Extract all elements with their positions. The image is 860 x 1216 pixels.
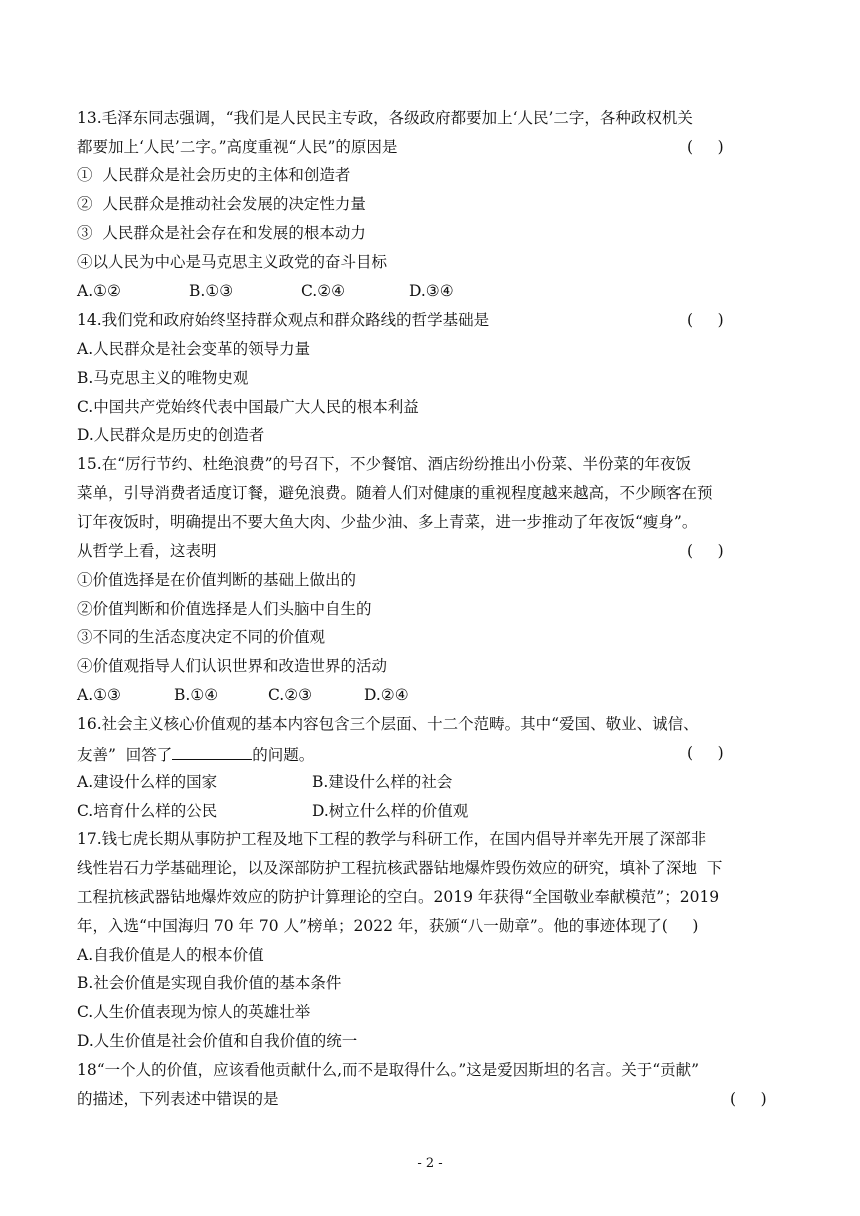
q13-item-2: ② 人民群众是推动社会发展的决定性力量: [77, 195, 366, 213]
q13-item-4: ④以人民为中心是马克思主义政党的奋斗目标: [77, 253, 388, 271]
q18-stem-line2: 的描述，下列表述中错误的是: [77, 1090, 279, 1108]
q13-answer-paren: ( ): [687, 138, 724, 156]
q16-option-d: D.树立什么样的价值观: [312, 802, 469, 820]
q15-answer-paren: ( ): [687, 542, 724, 560]
q15-choice-c: C.②③: [268, 686, 313, 704]
q15-item-1: ①价值选择是在价值判断的基础上做出的: [77, 571, 357, 589]
q15-choice-a: A.①③: [77, 686, 121, 704]
q16-option-b: B.建设什么样的社会: [312, 773, 453, 791]
q14-option-a: A.人民群众是社会变革的领导力量: [77, 340, 311, 358]
q16-answer-paren: ( ): [687, 744, 724, 762]
q15-choice-b: B.①④: [174, 686, 219, 704]
q13-choice-a: A.①②: [77, 282, 121, 300]
q14-option-d: D.人民群众是历史的创造者: [77, 426, 265, 444]
q16-stem-line2-start: 友善” 回答了: [77, 746, 173, 764]
q17-stem-line1: 17.钱七虎长期从事防护工程及地下工程的教学与科研工作，在国内倡导并率先开展了深部非: [77, 830, 707, 848]
q14-answer-paren: ( ): [687, 311, 724, 329]
q17-option-c: C.人生价值表现为惊人的英雄壮举: [77, 1003, 311, 1021]
q17-option-a: A.自我价值是人的根本价值: [77, 946, 264, 964]
q16-stem-line2: [77, 743, 314, 765]
q13-item-1: ① 人民群众是社会历史的主体和创造者: [77, 166, 351, 184]
q14-stem: 14.我们党和政府始终坚持群众观点和群众路线的哲学基础是: [77, 311, 490, 329]
q16-option-c: C.培育什么样的公民: [77, 802, 218, 820]
q15-item-4: ④价值观指导人们认识世界和改造世界的活动: [77, 657, 388, 675]
q15-item-2: ②价值判断和价值选择是人们头脑中自生的: [77, 600, 372, 618]
q15-stem-line4: 从哲学上看，这表明: [77, 542, 217, 560]
q17-stem-line3: 工程抗核武器钻地爆炸效应的防护计算理论的空白。2019 年获得“全国敬业奉献模范”；2019: [77, 888, 720, 906]
q17-stem-line2: 线性岩石力学基础理论，以及深部防护工程抗核武器钻地爆炸毁伤效应的研究，填补了深地 下: [77, 859, 723, 877]
q16-stem-line2-end: 的问题。: [252, 746, 315, 764]
q18-stem-line1: 18“一个人的价值，应该看他贡献什么,而不是取得什么。”这是爱因斯坦的名言。关于“贡献”: [77, 1061, 700, 1079]
q16-fill-blank: [172, 743, 252, 760]
q17-option-b: B.社会价值是实现自我价值的基本条件: [77, 974, 342, 992]
q15-stem-line3: 订年夜饭时，明确提出不要大鱼大肉、少盐少油、多上青菜，进一步推动了年夜饭“瘦身”。: [77, 513, 698, 531]
q16-stem-line1: 16.社会主义核心价值观的基本内容包含三个层面、十二个范畴。其中“爱国、敬业、诚信、: [77, 715, 699, 733]
q15-stem-line1: 15.在“厉行节约、杜绝浪费”的号召下，不少餐馆、酒店纷纷推出小份菜、半份菜的年夜饭: [77, 455, 692, 473]
q16-option-a: A.建设什么样的国家: [77, 773, 218, 791]
q17-stem-line4: 年，入选“中国海归 70 年 70 人”榜单；2022 年，获颁“八一勋章”。他的事迹体现了( ): [77, 917, 699, 935]
q14-option-b: B.马克思主义的唯物史观: [77, 369, 249, 387]
q13-stem-line2: 都要加上‘人民’二字。”高度重视“人民”的原因是: [77, 138, 398, 156]
page-number: - 2 -: [417, 1156, 443, 1171]
q17-option-d: D.人生价值是社会价值和自我价值的统一: [77, 1032, 358, 1050]
q13-choice-c: C.②④: [301, 282, 346, 300]
q14-option-c: C.中国共产党始终代表中国最广大人民的根本利益: [77, 398, 419, 416]
q13-choice-b: B.①③: [189, 282, 234, 300]
q13-choice-d: D.③④: [409, 282, 454, 300]
q15-item-3: ③不同的生活态度决定不同的价值观: [77, 628, 326, 646]
q15-choice-d: D.②④: [364, 686, 409, 704]
q13-stem-line1: 13.毛泽东同志强调，“我们是人民民主专政，各级政府都要加上‘人民’二字，各种政权机关: [77, 109, 693, 127]
q15-stem-line2: 菜单，引导消费者适度订餐，避免浪费。随着人们对健康的重视程度越来越高，不少顾客在预: [77, 484, 713, 502]
q13-item-3: ③ 人民群众是社会存在和发展的根本动力: [77, 224, 366, 242]
q18-answer-paren: ( ): [730, 1090, 767, 1108]
